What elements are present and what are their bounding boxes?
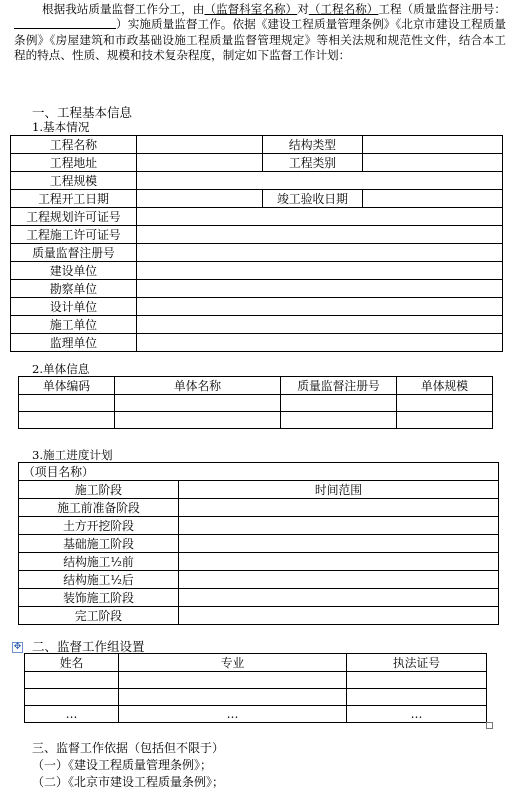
basic-value[interactable] [137, 316, 503, 334]
unit-header-scale: 单体规模 [397, 377, 493, 395]
table-row [11, 226, 503, 244]
basis-item-1: （一）《建设工程质量管理条例》； [32, 758, 213, 772]
table-cell[interactable] [19, 395, 115, 412]
table-row [11, 190, 503, 208]
table-row [11, 334, 503, 352]
basic-value[interactable] [137, 154, 263, 172]
basic-label: 工程规划许可证号 [11, 208, 137, 226]
basic-label: 质量监督注册号 [11, 244, 137, 262]
team-header-name: 姓名 [25, 654, 119, 672]
basic-label: 施工单位 [11, 316, 137, 334]
schedule-range[interactable] [179, 499, 499, 517]
table-row [11, 298, 503, 316]
basic-info-subtitle: 1.基本情况 [32, 120, 90, 134]
ellipsis-cell: … [119, 706, 347, 723]
unit-header-reg: 质量监督注册号 [281, 377, 397, 395]
schedule-stage: 结构施工½后 [19, 571, 179, 589]
table-cell[interactable] [119, 672, 347, 689]
basic-value[interactable] [363, 136, 503, 154]
table-row [11, 136, 503, 154]
unit-header-name: 单体名称 [115, 377, 281, 395]
schedule-stage: 施工前准备阶段 [19, 499, 179, 517]
basic-value[interactable] [363, 154, 503, 172]
table-row [11, 262, 503, 280]
table-row [11, 316, 503, 334]
unit-info-table [18, 376, 493, 429]
basic-info-table [10, 135, 503, 352]
basic-value[interactable] [137, 226, 503, 244]
basic-value[interactable] [137, 172, 503, 190]
ellipsis-cell: … [347, 706, 487, 723]
basic-label: 工程开工日期 [11, 190, 137, 208]
table-row [11, 172, 503, 190]
basic-label: 工程类别 [263, 154, 363, 172]
monitor-dept-field[interactable]: （监督科室名称） [204, 2, 298, 16]
section2-title: 二、监督工作组设置 [32, 639, 145, 654]
schedule-table [18, 462, 499, 625]
table-row [11, 244, 503, 262]
basic-label: 设计单位 [11, 298, 137, 316]
table-row [19, 571, 499, 589]
schedule-header-stage: 施工阶段 [19, 481, 179, 499]
schedule-range[interactable] [179, 553, 499, 571]
basic-label: 工程规模 [11, 172, 137, 190]
schedule-range[interactable] [179, 607, 499, 625]
table-row [19, 517, 499, 535]
table-move-handle-icon[interactable]: ✥ [13, 642, 22, 652]
schedule-range[interactable] [179, 589, 499, 607]
table-cell[interactable] [397, 412, 493, 429]
basic-value[interactable] [137, 244, 503, 262]
basic-value[interactable] [137, 136, 263, 154]
schedule-header-range: 时间范围 [179, 481, 499, 499]
registration-number-field[interactable] [14, 17, 116, 29]
table-cell[interactable] [19, 412, 115, 429]
basic-value[interactable] [137, 208, 503, 226]
schedule-stage: 基础施工阶段 [19, 535, 179, 553]
schedule-range[interactable] [179, 535, 499, 553]
project-name-field[interactable]: （工程名称） [308, 2, 379, 16]
team-header-license: 执法证号 [347, 654, 487, 672]
table-cell[interactable] [25, 689, 119, 706]
ellipsis-cell: … [25, 706, 119, 723]
table-row [19, 553, 499, 571]
basic-label: 勘察单位 [11, 280, 137, 298]
table-row [19, 589, 499, 607]
table-cell[interactable] [115, 395, 281, 412]
basic-label: 监理单位 [11, 334, 137, 352]
schedule-range[interactable] [179, 571, 499, 589]
table-cell[interactable] [281, 412, 397, 429]
schedule-stage: 土方开挖阶段 [19, 517, 179, 535]
basic-label: 结构类型 [263, 136, 363, 154]
table-cell[interactable] [397, 395, 493, 412]
table-cell[interactable] [115, 412, 281, 429]
table-cell[interactable] [25, 672, 119, 689]
schedule-stage: 完工阶段 [19, 607, 179, 625]
schedule-stage: 装饰施工阶段 [19, 589, 179, 607]
schedule-subtitle: 3.施工进度计划 [32, 448, 113, 462]
basic-label: 工程施工许可证号 [11, 226, 137, 244]
unit-info-subtitle: 2.单体信息 [32, 362, 90, 376]
intro-paragraph: 根据我站质量监督工作分工，由（监督科室名称）对（工程名称）工程（质量监督注册号：）实施质量监督工作。依据《建设工程质量管理条例》《北京市建设工程质量条例》《房屋建筑和市政基础设施工程质量监督管理规定》等相关法规和规范性文件，结合本工程的特点、性质、规模和技术复杂程度，制定如下监督工作计划： [14, 2, 506, 63]
schedule-stage: 结构施工½前 [19, 553, 179, 571]
team-table [24, 653, 487, 723]
table-cell[interactable] [119, 689, 347, 706]
table-row [11, 208, 503, 226]
basis-item-2: （二）《北京市建设工程质量条例》； [32, 775, 225, 789]
team-header-specialty: 专业 [119, 654, 347, 672]
table-cell[interactable] [347, 672, 487, 689]
basic-label: 工程名称 [11, 136, 137, 154]
basic-value[interactable] [363, 190, 503, 208]
table-row [11, 280, 503, 298]
basic-value[interactable] [137, 334, 503, 352]
basic-label: 建设单位 [11, 262, 137, 280]
table-row [11, 154, 503, 172]
table-row [19, 535, 499, 553]
unit-header-code: 单体编码 [19, 377, 115, 395]
section1-title: 一、工程基本信息 [32, 105, 133, 120]
table-resize-handle[interactable] [486, 722, 493, 729]
table-row [19, 499, 499, 517]
schedule-range[interactable] [179, 517, 499, 535]
basic-value[interactable] [137, 298, 503, 316]
project-name-cell[interactable]: （项目名称） [19, 463, 499, 481]
basic-value[interactable] [137, 190, 263, 208]
section3-title: 三、监督工作依据（包括但不限于） [32, 741, 225, 755]
basic-value[interactable] [137, 262, 503, 280]
basic-value[interactable] [137, 280, 503, 298]
table-cell[interactable] [347, 689, 487, 706]
basic-label: 竣工验收日期 [263, 190, 363, 208]
table-cell[interactable] [281, 395, 397, 412]
table-row [19, 607, 499, 625]
basic-label: 工程地址 [11, 154, 137, 172]
